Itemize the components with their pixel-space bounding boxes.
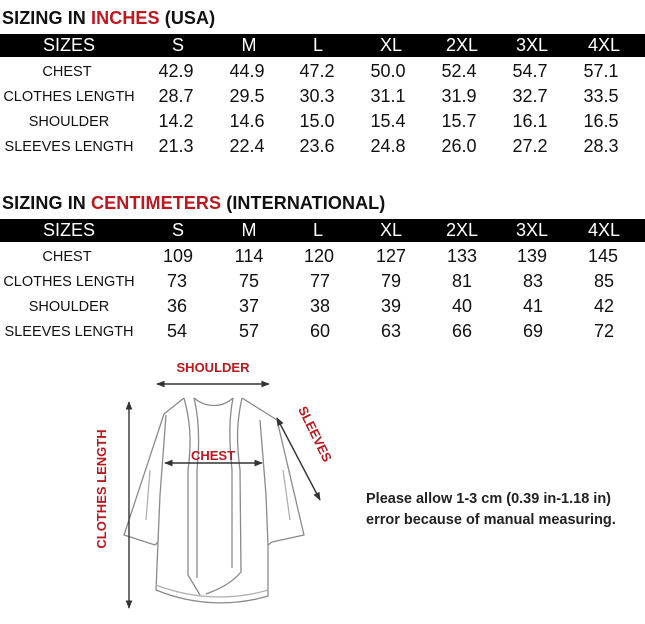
table-cell: 85 (593, 271, 615, 291)
size-4xl-header: 4XL (587, 220, 621, 240)
table-cell: 32.7 (512, 86, 548, 106)
clothes-length-label: CLOTHES LENGTH (94, 429, 109, 549)
table-cell: 52.4 (441, 61, 477, 81)
table-cell: 14.6 (229, 111, 265, 131)
table-cell: 81 (451, 271, 473, 291)
table-cell: 83 (522, 271, 544, 291)
table-cell: 57 (238, 321, 260, 341)
size-xl-header: XL (379, 35, 403, 55)
table-cell: 36 (166, 296, 188, 316)
table-cell: 23.6 (299, 136, 335, 156)
table-cell: 77 (309, 271, 331, 291)
row-label: SHOULDER (28, 299, 110, 315)
table-cell: 31.9 (441, 86, 477, 106)
row-label: CLOTHES LENGTH (3, 274, 135, 290)
table-cell: 22.4 (229, 136, 265, 156)
table-cell: 42 (593, 296, 615, 316)
sizes-header: SIZES (42, 35, 96, 55)
size-l-header: L (312, 35, 324, 55)
size-m-header: M (241, 220, 257, 240)
table-cell: 133 (446, 246, 478, 266)
table-cell: 14.2 (158, 111, 194, 131)
inches-title: SIZING IN INCHES (USA) (2, 8, 216, 28)
table-cell: 15.4 (370, 111, 406, 131)
note-line-2: error because of manual measuring. (366, 512, 616, 528)
table-cell: 16.1 (512, 111, 548, 131)
row-label: SLEEVES LENGTH (4, 324, 134, 340)
table-cell: 44.9 (229, 61, 265, 81)
table-cell: 15.0 (299, 111, 335, 131)
table-cell: 120 (303, 246, 335, 266)
table-cell: 41 (522, 296, 544, 316)
table-cell: 114 (234, 246, 264, 266)
table-cell: 39 (380, 296, 402, 316)
measurement-note (366, 489, 616, 531)
table-cell: 16.5 (583, 111, 619, 131)
table-cell: 28.7 (158, 86, 194, 106)
table-cell: 69 (522, 321, 544, 341)
size-2xl-header: 2XL (445, 35, 479, 55)
sizes-header: SIZES (42, 220, 96, 240)
size-s-header: S (171, 220, 185, 240)
table-cell: 15.7 (441, 111, 477, 131)
sleeves-label: SLEEVES (295, 403, 335, 465)
table-cell: 27.2 (512, 136, 548, 156)
table-cell: 42.9 (158, 61, 194, 81)
table-cell: 73 (166, 271, 188, 291)
table-cell: 109 (162, 246, 194, 266)
note-line-1: Please allow 1-3 cm (0.39 in-1.18 in) (366, 491, 611, 507)
size-l-header: L (312, 220, 324, 240)
centimeters-title: SIZING IN CENTIMETERS (INTERNATIONAL) (2, 193, 386, 213)
table-cell: 127 (375, 246, 407, 266)
table-cell: 21.3 (158, 136, 194, 156)
table-cell: 145 (587, 246, 619, 266)
size-xl-header: XL (379, 220, 403, 240)
table-cell: 75 (238, 271, 260, 291)
kimono-outline (124, 398, 304, 603)
table-cell: 38 (309, 296, 331, 316)
table-cell: 40 (451, 296, 473, 316)
table-cell: 139 (516, 246, 548, 266)
size-m-header: M (241, 35, 257, 55)
table-cell: 60 (309, 321, 331, 341)
table-cell: 28.3 (583, 136, 619, 156)
table-cell: 29.5 (229, 86, 265, 106)
row-label: CHEST (42, 249, 92, 265)
table-cell: 66 (451, 321, 473, 341)
table-cell: 57.1 (583, 61, 619, 81)
table-cell: 31.1 (370, 86, 406, 106)
row-label: SHOULDER (28, 114, 110, 130)
row-label: CLOTHES LENGTH (3, 89, 135, 105)
row-label: CHEST (42, 64, 92, 80)
size-2xl-header: 2XL (445, 220, 479, 240)
shoulder-label: SHOULDER (176, 360, 250, 375)
table-cell: 30.3 (299, 86, 335, 106)
size-s-header: S (171, 35, 185, 55)
row-label: SLEEVES LENGTH (4, 139, 134, 155)
table-cell: 54.7 (512, 61, 548, 81)
table-cell: 54 (166, 321, 188, 341)
table-cell: 24.8 (370, 136, 406, 156)
size-4xl-header: 4XL (587, 35, 621, 55)
table-cell: 63 (380, 321, 402, 341)
table-cell: 50.0 (370, 61, 406, 81)
chest-label: CHEST (190, 448, 236, 463)
size-3xl-header: 3XL (515, 220, 549, 240)
table-cell: 33.5 (583, 86, 619, 106)
table-cell: 37 (238, 296, 260, 316)
table-cell: 26.0 (441, 136, 477, 156)
table-cell: 72 (593, 321, 615, 341)
table-cell: 79 (380, 271, 402, 291)
size-3xl-header: 3XL (515, 35, 549, 55)
table-cell: 47.2 (299, 61, 335, 81)
